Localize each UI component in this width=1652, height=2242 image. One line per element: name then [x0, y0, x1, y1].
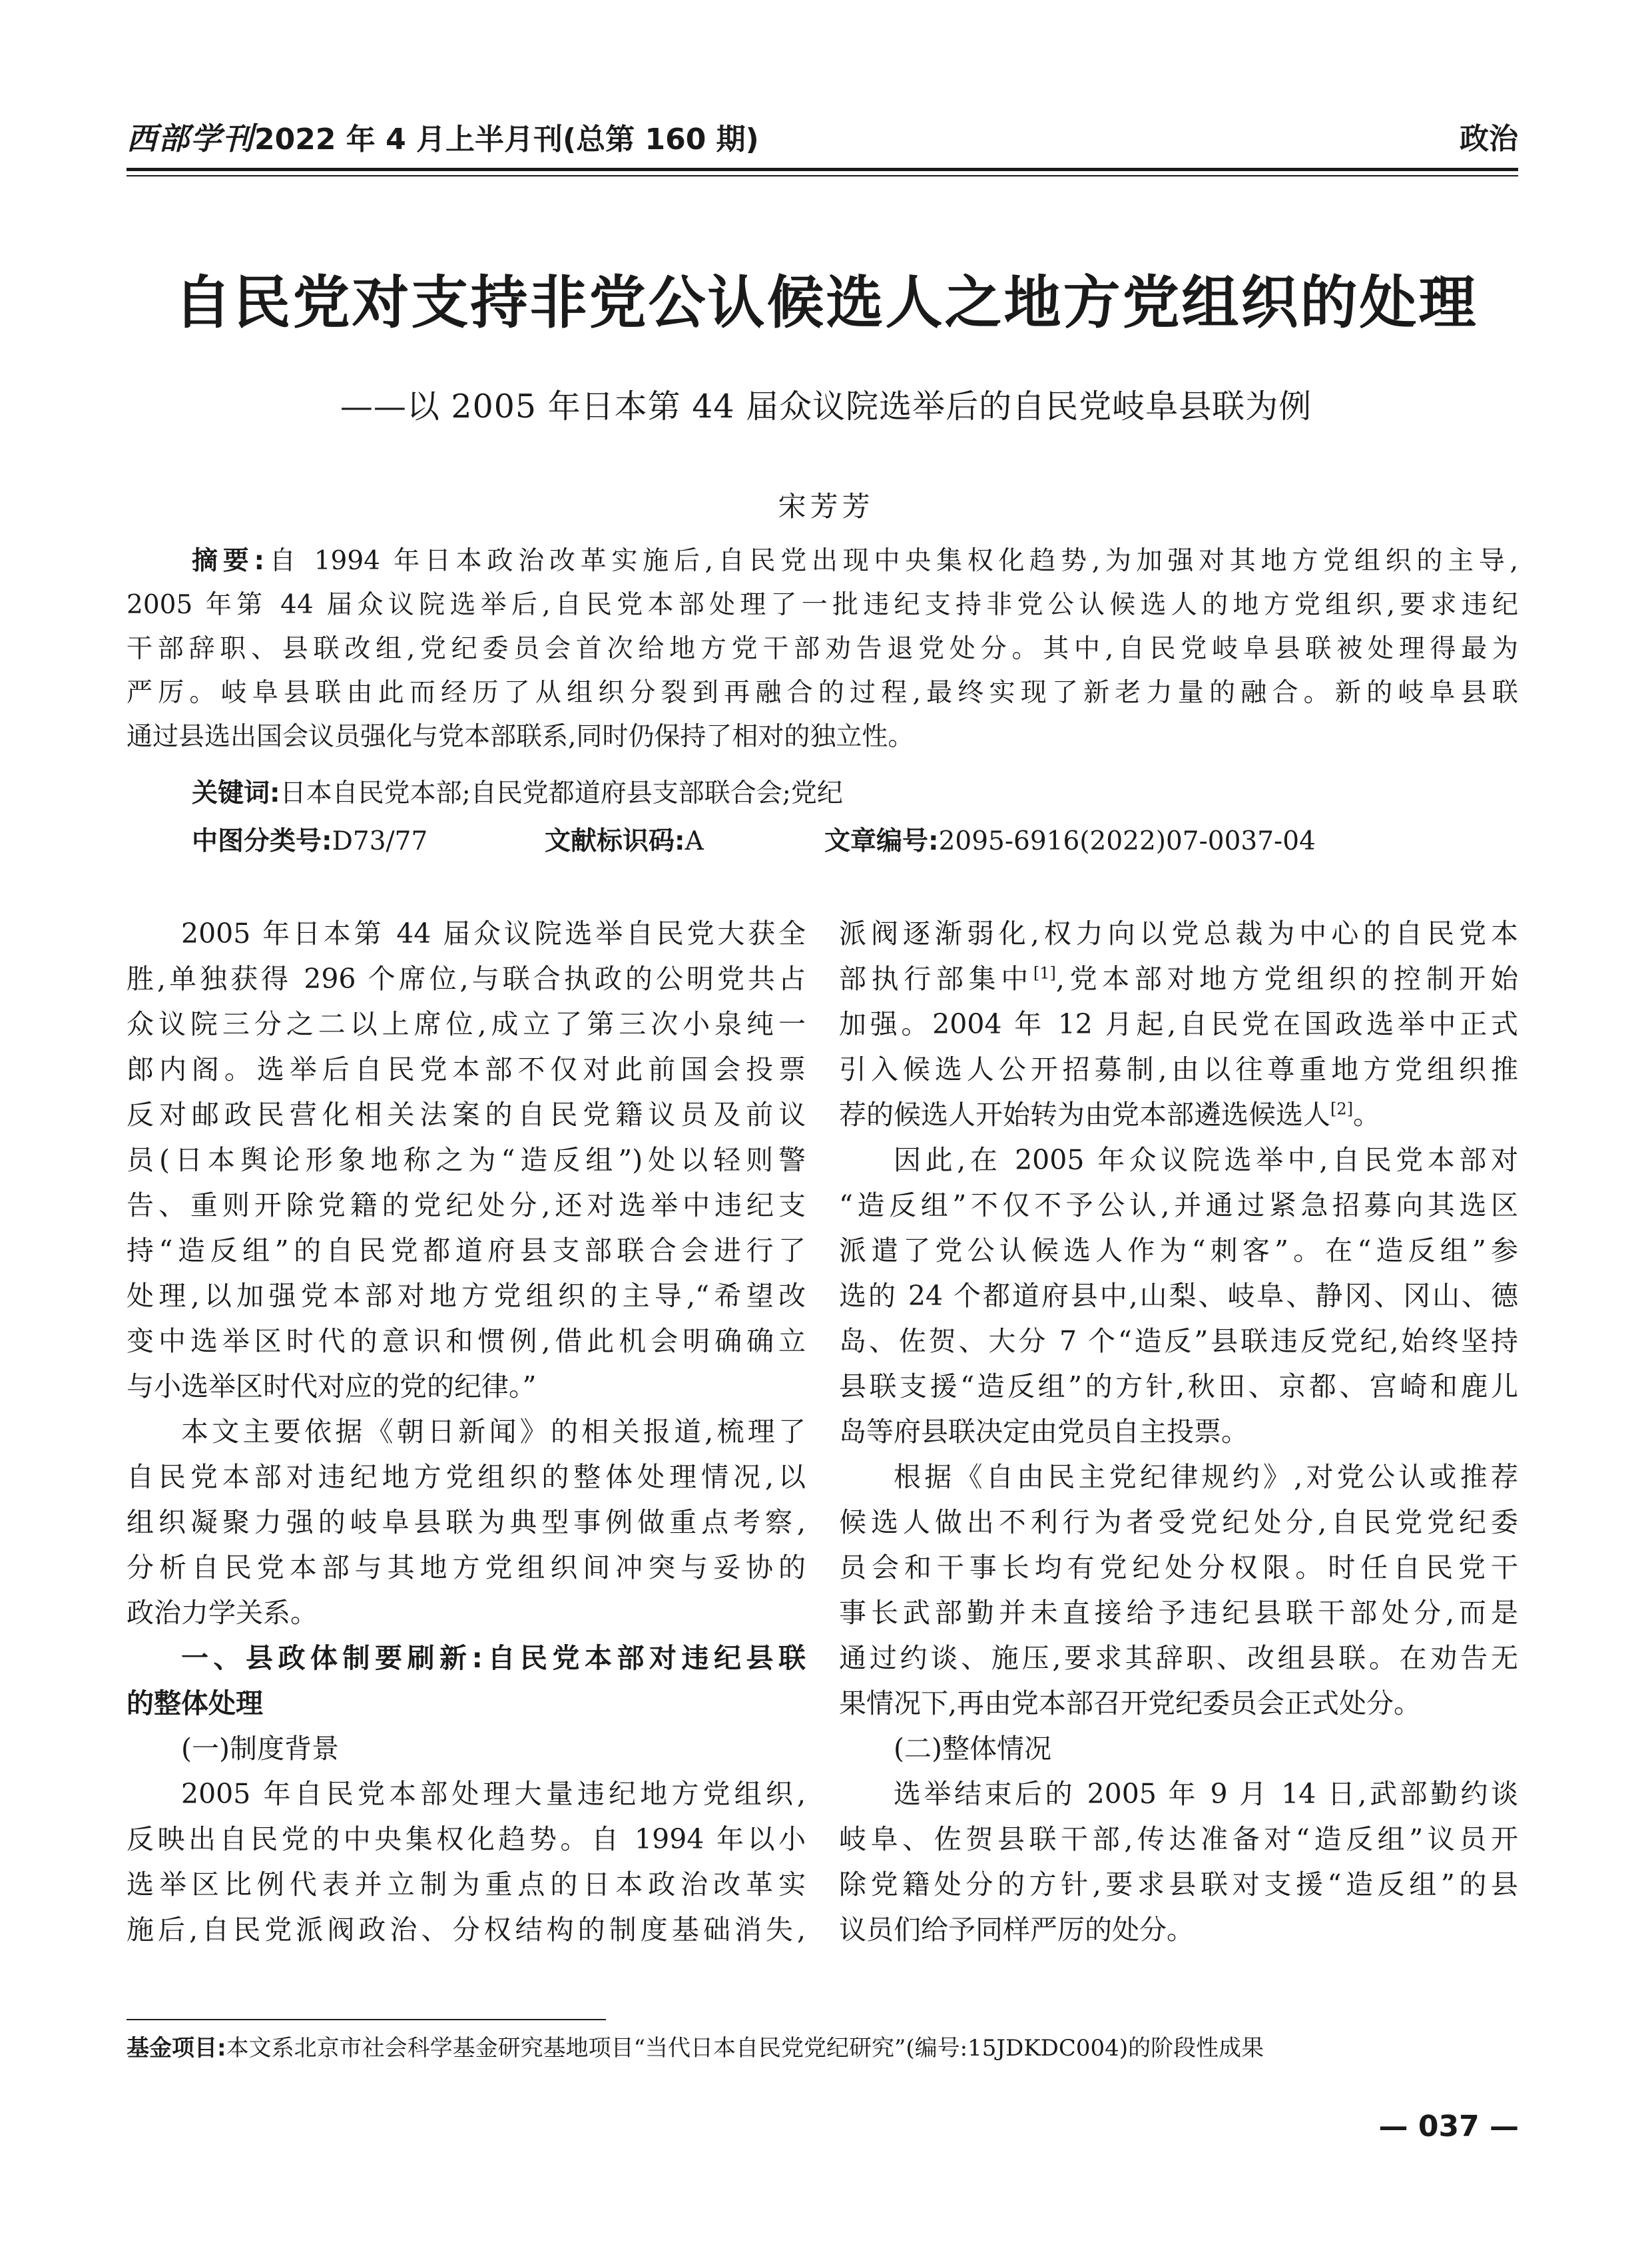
clc-label: 中图分类号: — [192, 826, 332, 856]
body-line: 根据《自由民主党纪律规约》,对党公认或推荐 — [894, 1461, 1518, 1493]
body-text: ,党本部对地方党组织的控制开始 — [1055, 963, 1518, 995]
body-line: 派阀逐渐弱化,权力向以党总裁为中心的自民党本 — [839, 918, 1518, 950]
body-line: 因此,在 2005 年众议院选举中,自民党本部对 — [894, 1144, 1518, 1176]
body-line: 选举区比例代表并立制为重点的日本政治改革实 — [127, 1868, 806, 1900]
body-line: 组织凝聚力强的岐阜县联为典型事例做重点考察, — [127, 1506, 806, 1538]
body-line: 自民党本部对违纪地方党组织的整体处理情况,以 — [127, 1461, 806, 1493]
article-number — [824, 820, 1316, 858]
body-line: 本文主要依据《朝日新闻》的相关报道,梳理了 — [181, 1416, 806, 1448]
clc-value: D73/77 — [332, 826, 428, 856]
body-text: 部执行部集中 — [839, 963, 1033, 995]
body-line — [839, 1092, 1518, 1137]
keywords-text: 日本自民党本部;自民党都道府县支部联合会;党纪 — [280, 778, 843, 808]
header-rule-thick — [127, 168, 1518, 171]
body-line: 政治力学关系。 — [127, 1597, 318, 1629]
funding-label: 基金项目: — [127, 2035, 226, 2062]
abstract-label: 摘要: — [192, 546, 265, 576]
body-line: 持“造反组”的自民党都道府县支部联合会进行了 — [127, 1235, 806, 1266]
doc-value: A — [685, 826, 704, 856]
keywords-label: 关键词: — [192, 778, 280, 808]
document-code — [545, 820, 704, 858]
body-line: 胜,单独获得 296 个席位,与联合执政的公明党共占 — [127, 963, 806, 995]
body-line: 果情况下,再由党本部召开党纪委员会正式处分。 — [839, 1687, 1422, 1719]
body-text: 荐的候选人开始转为由党本部遴选候选人 — [839, 1099, 1330, 1131]
body-line: 除党籍处分的方针,要求县联对支援“造反组”的县 — [839, 1868, 1518, 1900]
section-label: 政治 — [1460, 122, 1518, 156]
running-header — [127, 112, 1518, 165]
body-line: 2005 年日本第 44 届众议院选举自民党大获全 — [181, 918, 806, 950]
body-line: 岛、佐贺、大分 7 个“造反”县联违反党纪,始终坚持 — [839, 1325, 1518, 1357]
abstract-line — [127, 539, 1518, 583]
header-rule-thin — [127, 175, 1518, 176]
body-line: 反对邮政民营化相关法案的自民党籍议员及前议 — [127, 1099, 806, 1131]
body-line: 选的 24 个都道府县中,山梨、岐阜、静冈、冈山、德 — [839, 1280, 1518, 1312]
body-line: 议员们给予同样严厉的处分。 — [839, 1914, 1194, 1946]
article-number-label: 文章编号: — [824, 826, 939, 856]
funding-text: 本文系北京市社会科学基金研究基地项目“当代日本自民党党纪研究”(编号:15JDKDC004)的阶段性成果 — [226, 2035, 1264, 2062]
body-line: 施后,自民党派阀政治、分权结构的制度基础消失, — [127, 1914, 806, 1946]
body-line: 处理,以加强党本部对地方党组织的主导,“希望改 — [127, 1280, 806, 1312]
article-number-value: 2095-6916(2022)07-0037-04 — [938, 826, 1316, 856]
body-line: 员会和干事长均有党纪处分权限。时任自民党干 — [839, 1551, 1518, 1583]
journal-logo: 西部学刊 — [127, 121, 254, 156]
body-line — [839, 956, 1518, 1001]
body-line: 岐阜、佐贺县联干部,传达准备对“造反组”议员开 — [839, 1823, 1518, 1855]
body-line: 员(日本舆论形象地称之为“造反组”)处以轻则警 — [127, 1144, 806, 1176]
left-column — [127, 911, 806, 1952]
keywords — [192, 772, 843, 810]
body-line: 告、重则开除党籍的党纪处分,还对选举中违纪支 — [127, 1189, 806, 1221]
article-title: 自民党对支持非党公认候选人之地方党组织的处理 — [174, 269, 1478, 336]
body-line: 众议院三分之二以上席位,成立了第三次小泉纯一 — [127, 1008, 806, 1040]
footnote-rule — [127, 2019, 606, 2020]
body-line: 选举结束后的 2005 年 9 月 14 日,武部勤约谈 — [894, 1778, 1518, 1810]
body-line: 加强。2004 年 12 月起,自民党在国政选举中正式 — [839, 1008, 1518, 1040]
section-heading: 的整体处理 — [127, 1687, 263, 1719]
right-column — [839, 911, 1518, 1952]
clc-number — [192, 820, 427, 858]
body-line: 2005 年自民党本部处理大量违纪地方党组织, — [181, 1778, 806, 1810]
subsection-heading: (一)制度背景 — [181, 1733, 339, 1765]
body-line: 郎内阁。选举后自民党本部不仅对此前国会投票 — [127, 1053, 806, 1085]
body-line: 事长武部勤并未直接给予违纪县联干部处分,而是 — [839, 1597, 1518, 1629]
body-line: 县联支援“造反组”的方针,秋田、京都、宫崎和鹿儿 — [839, 1370, 1518, 1402]
abstract-line: 通过县选出国会议员强化与党本部联系,同时仍保持了相对的独立性。 — [127, 722, 914, 752]
abstract-line: 严厉。岐阜县联由此而经历了从组织分裂到再融合的过程,最终实现了新老力量的融合。新的岐阜县联 — [127, 678, 1518, 708]
journal-info — [127, 115, 759, 158]
page-number: — 037 — — [1378, 2109, 1519, 2143]
doc-label: 文献标识码: — [545, 826, 685, 856]
body-line: 岛等府县联决定由党员自主投票。 — [839, 1416, 1248, 1448]
body-line: 候选人做出不利行为者受党纪处分,自民党党纪委 — [839, 1506, 1518, 1538]
body-text: 。 — [1353, 1099, 1380, 1131]
citation-ref: [1] — [1033, 964, 1056, 983]
abstract-line: 2005 年第 44 届众议院选举后,自民党本部处理了一批违纪支持非党公认候选人的地方党组织,要求违纪 — [127, 590, 1518, 620]
journal-issue: 2022 年 4 月上半月刊(总第 160 期) — [254, 123, 759, 156]
section-heading: 一、县政体制要刷新:自民党本部对违纪县联 — [181, 1642, 806, 1674]
body-line: 派遣了党公认候选人作为“刺客”。在“造反组”参 — [839, 1235, 1518, 1266]
citation-ref: [2] — [1330, 1099, 1353, 1119]
body-line: 与小选举区时代对应的党的纪律。” — [127, 1370, 537, 1402]
body-line: 反映出自民党的中央集权化趋势。自 1994 年以小 — [127, 1823, 806, 1855]
body-line: 引入候选人公开招募制,由以往尊重地方党组织推 — [839, 1053, 1518, 1085]
abstract-text: 自 1994 年日本政治改革实施后,自民党出现中央集权化趋势,为加强对其地方党组织的主导, — [264, 546, 1518, 576]
abstract-line: 干部辞职、县联改组,党纪委员会首次给地方党干部劝告退党处分。其中,自民党岐阜县联被处理得最为 — [127, 634, 1518, 664]
subsection-heading: (二)整体情况 — [894, 1733, 1051, 1765]
body-line: 变中选举区时代的意识和惯例,借此机会明确确立 — [127, 1325, 806, 1357]
body-line: 分析自民党本部与其地方党组织间冲突与妥协的 — [127, 1551, 806, 1583]
abstract — [127, 539, 1518, 759]
body-line: “造反组”不仅不予公认,并通过紧急招募向其选区 — [839, 1189, 1518, 1221]
article-author: 宋芳芳 — [778, 490, 874, 523]
body-line: 通过约谈、施压,要求其辞职、改组县联。在劝告无 — [839, 1642, 1518, 1674]
article-subtitle: ——以 2005 年日本第 44 届众议院选举后的自民党岐阜县联为例 — [340, 388, 1312, 425]
funding-note — [127, 2030, 1264, 2062]
